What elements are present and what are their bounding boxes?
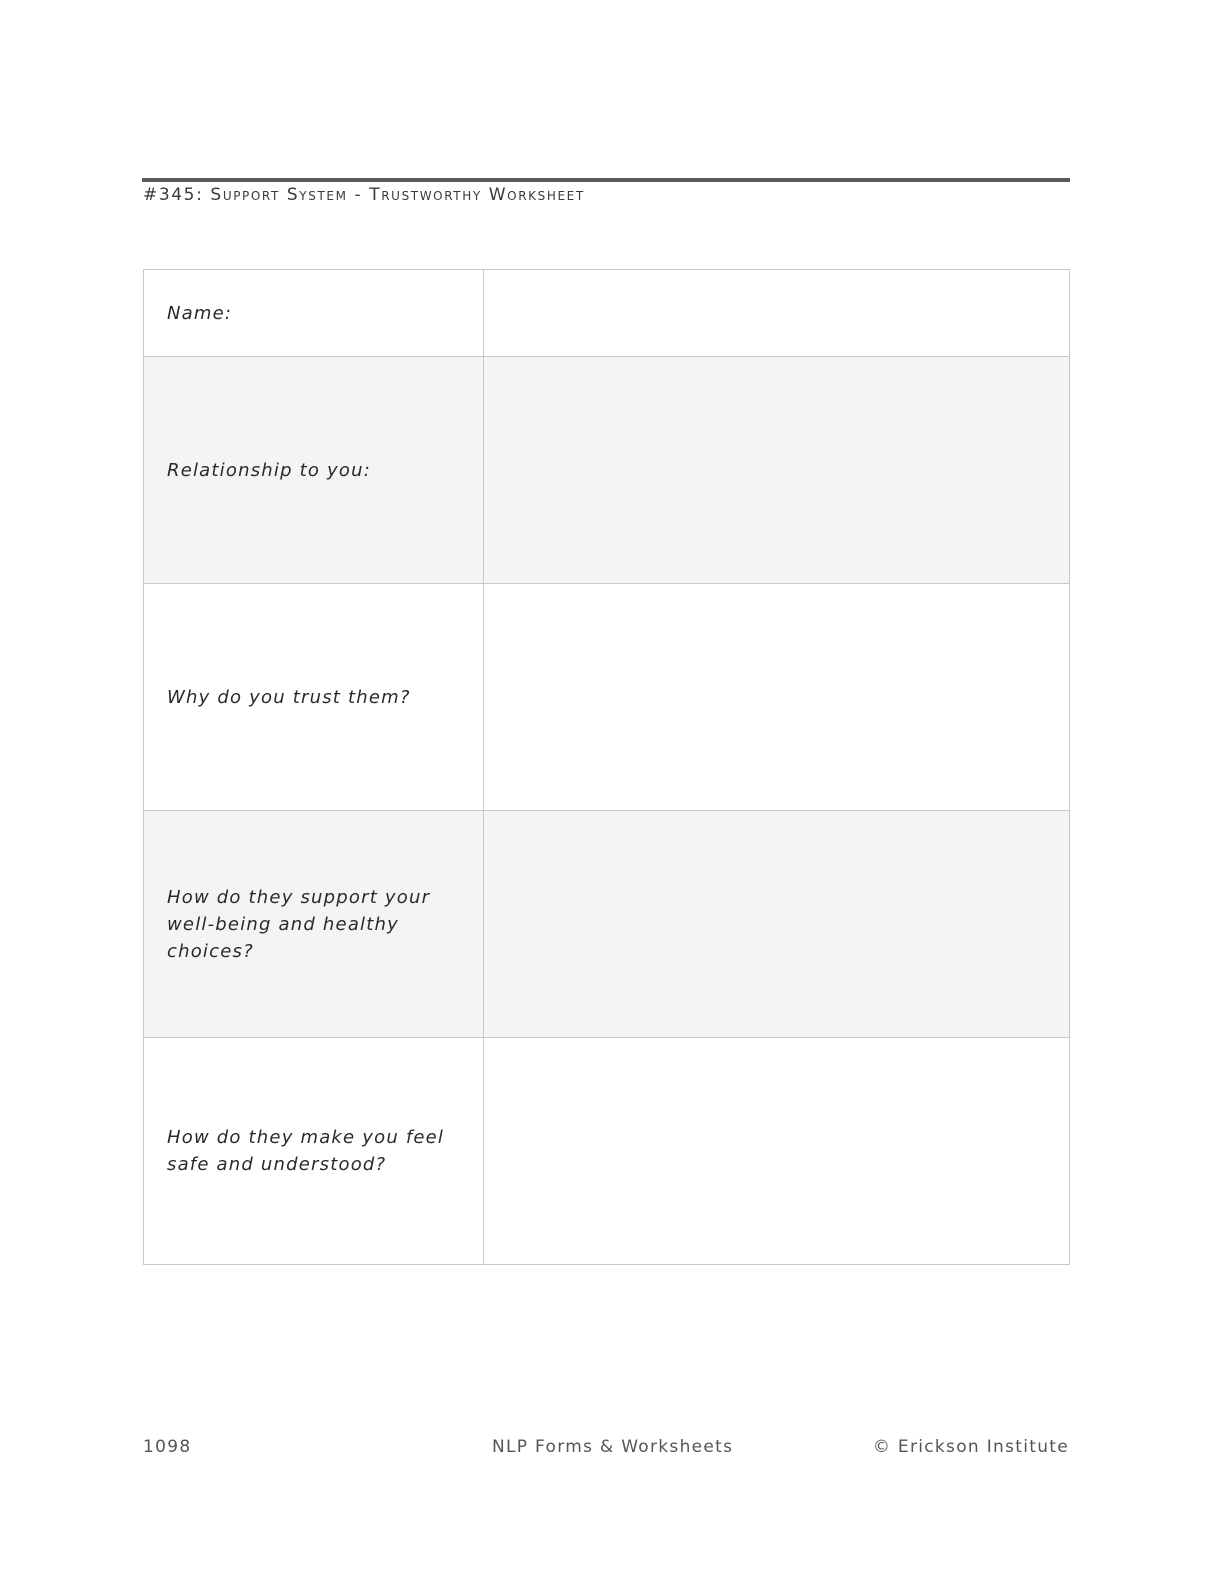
table-row: [144, 270, 1070, 357]
copyright: © Erickson Institute: [872, 1437, 1069, 1457]
why-trust-field[interactable]: [484, 584, 1070, 811]
book-title: NLP Forms & Worksheets: [492, 1437, 734, 1457]
relationship-field[interactable]: [484, 357, 1070, 584]
table-row: [144, 1038, 1070, 1265]
row-label-support: How do they support your well-being and healthy choices?: [144, 811, 484, 1038]
row-label-relationship: Relationship to you:: [144, 357, 484, 584]
row-label-why-trust: Why do you trust them?: [144, 584, 484, 811]
table-row: [144, 811, 1070, 1038]
row-label-name: Name:: [144, 270, 484, 357]
table-row: [144, 584, 1070, 811]
row-label-safe: How do they make you feel safe and understood?: [144, 1038, 484, 1265]
name-field[interactable]: [484, 270, 1070, 357]
page-number: 1098: [143, 1437, 192, 1457]
safe-field[interactable]: [484, 1038, 1070, 1265]
header-rule: [142, 178, 1070, 182]
worksheet-table: [143, 269, 1070, 1265]
support-field[interactable]: [484, 811, 1070, 1038]
page-title: #345: Support System - Trustworthy Worksheet: [143, 185, 585, 205]
table-row: [144, 357, 1070, 584]
